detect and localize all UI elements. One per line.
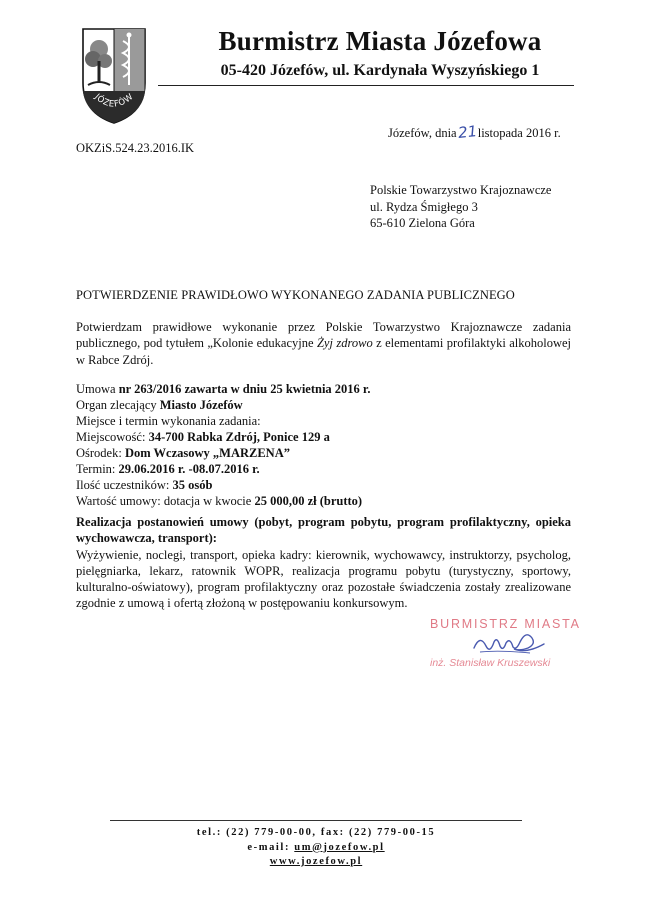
detail-label: Organ zlecający <box>76 398 160 412</box>
handwritten-signature <box>470 626 550 658</box>
recipient-line: Polskie Towarzystwo Krajoznawcze <box>370 183 552 197</box>
intro-paragraph <box>76 319 571 368</box>
city-crest-logo <box>80 27 148 125</box>
intro-italic: Żyj zdrowo <box>316 336 373 351</box>
recipient-line: 65-610 Zielona Góra <box>370 216 475 230</box>
footer-email-line <box>110 841 522 856</box>
realizacja-heading: Realizacja postanowień umowy (pobyt, program pobytu, program profilaktyczny, opieka wychowawcza, transport): <box>76 515 571 546</box>
date-line <box>388 123 561 141</box>
detail-value: nr 263/2016 zawarta w dniu 25 kwietnia 2016 r. <box>118 382 371 396</box>
detail-umowa <box>76 381 571 397</box>
header-divider <box>158 85 574 86</box>
footer-contact <box>110 826 522 870</box>
detail-ilosc <box>76 477 571 493</box>
footer-email-link[interactable]: um@jozefow.pl <box>294 841 385 853</box>
detail-label: Ilość uczestników: <box>76 478 173 492</box>
detail-label: Umowa <box>76 382 119 396</box>
office-title: Burmistrz Miasta Józefowa <box>218 26 542 56</box>
detail-value: 25 000,00 zł (brutto) <box>254 494 363 508</box>
contract-details <box>76 381 571 509</box>
document-heading: POTWIERDZENIE PRAWIDŁOWO WYKONANEGO ZADANIA PUBLICZNEGO <box>76 288 515 302</box>
detail-miejscowosc <box>76 429 571 445</box>
intro-text: Potwierdzam prawidłowe wykonanie przez Polskie Towarzystwo Krajoznawcze zadania publicznego, pod tytułem „Kolonie edukacyjne <box>76 320 571 351</box>
realizacja-section <box>76 514 571 612</box>
stamp-name: inż. Stanisław Kruszewski <box>430 657 551 669</box>
date-day-handwritten: 21 <box>456 122 478 142</box>
detail-value: 34-700 Rabka Zdrój, Ponice 129 a <box>148 430 330 444</box>
date-prefix: Józefów, dnia <box>388 126 457 140</box>
detail-label: Miejscowość: <box>76 430 149 444</box>
detail-termin <box>76 461 571 477</box>
recipient-address <box>370 182 551 232</box>
detail-miejsce <box>76 413 571 429</box>
date-suffix: listopada 2016 r. <box>477 126 561 140</box>
detail-osrodek <box>76 445 571 461</box>
footer-phone-fax: tel.: (22) 779-00-00, fax: (22) 779-00-15 <box>196 827 436 838</box>
detail-label: Wartość umowy: dotacja w kwocie <box>76 494 255 508</box>
detail-wartosc <box>76 493 571 509</box>
detail-label: Termin: <box>76 462 119 476</box>
stamp-title: BURMISTRZ MIASTA <box>430 617 581 631</box>
footer-divider <box>110 820 522 821</box>
detail-label: Miejsce i termin wykonania zadania: <box>76 414 261 428</box>
detail-organ <box>76 397 571 413</box>
realizacja-body: Wyżywienie, noclegi, transport, opieka kadry: kierownik, wychowawcy, instruktorzy, psycholog, pielęgniarka, lekarz, ratownik WOPR, realizacja programu pobytu (turystyczny, sportowy, kulturalno-oświatowy), program profilaktyczny oraz pozostałe świadczenia zostały zrealizowane zgodnie z umową i ofertą złożoną w postępowaniu konkursowym. <box>76 547 571 611</box>
detail-value: 29.06.2016 r. -08.07.2016 r. <box>118 462 260 476</box>
recipient-line: ul. Rydza Śmigłego 3 <box>370 199 478 214</box>
footer-website-link[interactable]: www.jozefow.pl <box>269 856 363 867</box>
intro-text: z elementami profilaktyki alkoholowej w Rabce Zdrój. <box>76 336 572 367</box>
reference-number: OKZiS.524.23.2016.IK <box>76 141 195 155</box>
detail-value: 35 osób <box>172 478 213 492</box>
detail-value: Dom Wczasowy „MARZENA” <box>124 446 290 460</box>
detail-label: Ośrodek: <box>76 446 125 460</box>
crest-text: JÓZEFÓW <box>92 91 136 110</box>
footer-email-label: e-mail: <box>247 841 295 853</box>
office-address: 05-420 Józefów, ul. Kardynała Wyszyńskiego 1 <box>220 62 540 79</box>
detail-value: Miasto Józefów <box>159 398 243 412</box>
